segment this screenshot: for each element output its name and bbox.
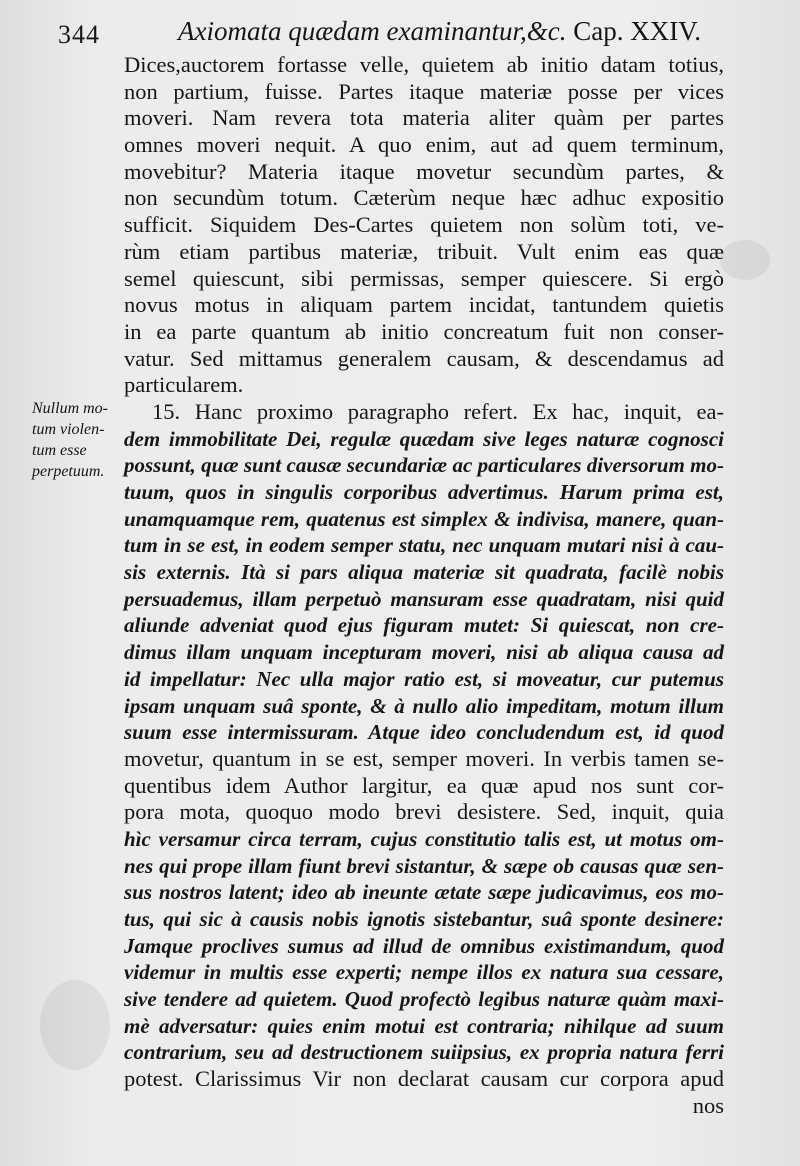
- text-line: videmur in multis esse experti; nempe illos ex natura sua cessare,: [124, 960, 724, 985]
- text-line: sus nostros latent; ideo ab ineunte ætate sæpe judicavimus, eos mo-: [124, 880, 724, 905]
- text-line: dem immobilitate Dei, regulæ quædam sive leges naturæ cognosci: [124, 426, 724, 451]
- text-line: tus, qui sic à causis nobis ignotis sistebantur, suâ sponte desinere:: [124, 907, 724, 931]
- text-line: 15. Hanc proximo paragrapho refert. Ex hac, inquit, ea-: [152, 398, 724, 424]
- text-line: movetur, quantum in se est, semper moveri. In verbis tamen se-: [124, 745, 724, 771]
- running-title: [178, 16, 701, 47]
- text-line: particularem.: [124, 372, 244, 398]
- text-line: id impellatur: Nec ulla major ratio est, si moveatur, cur putemus: [124, 666, 724, 691]
- margin-note-line: perpetuum.: [32, 463, 105, 480]
- text-line: non partium, fuisse. Partes itaque materiæ posse per vices: [124, 78, 724, 104]
- text-line: novus motus in aliquam partem incidat, tantundem quietis: [124, 292, 724, 318]
- text-line: contrarium, seu ad destructionem suiipsius, ex propria natura ferri: [124, 1040, 724, 1065]
- text-line: unamquamque rem, quatenus est simplex & indivisa, manere, quan-: [124, 506, 724, 531]
- text-line: tum in se est, in eodem semper statu, nec unquam mutari nisi à cau-: [124, 533, 724, 558]
- running-title-text: Axiomata quædam examinantur,&c.: [178, 16, 567, 46]
- text-line: Dices,auctorem fortasse velle, quietem ab initio datam totius,: [124, 52, 724, 77]
- chapter-label: Cap. XXIV.: [573, 16, 701, 46]
- page-number: 344: [58, 20, 100, 49]
- text-line: rùm etiam partibus materiæ, tribuit. Vult enim eas quæ: [124, 238, 724, 264]
- text-line: hìc versamur circa terram, cujus constitutio talis est, ut motus om-: [124, 826, 724, 851]
- text-line: possunt, quæ sunt causæ secundariæ ac particulares diversorum mo-: [124, 453, 724, 478]
- text-line: sufficit. Siquidem Des-Cartes quietem non solùm toti, ve-: [124, 212, 724, 238]
- body-text: [124, 52, 724, 1120]
- text-line: omnes moveri nequit. A quo enim, aut ad quem terminum,: [124, 132, 724, 158]
- catchword: nos: [692, 1092, 724, 1118]
- ink-bleed: [720, 240, 770, 280]
- text-line: semel quiescunt, sibi permissas, semper quiescere. Si ergò: [124, 265, 724, 291]
- text-line: tuum, quos in singulis corporibus advertimus. Harum prima est,: [124, 480, 724, 504]
- text-line: ipsam unquam suâ sponte, & à nullo alio impeditam, motum illum: [124, 693, 724, 718]
- text-line: mè adversatur: quies enim motui est contraria; nihilque ad suum: [124, 1013, 724, 1038]
- text-line: sis externis. Ità si pars aliqua materiæ sit quadrata, facilè nobis: [124, 560, 724, 585]
- text-line: in ea parte quantum ab initio concreatum fuit non conser-: [124, 318, 724, 344]
- text-line: suum esse intermissuram. Atque ideo concludendum est, id quod: [124, 720, 724, 745]
- margin-note-line: Nullum mo-: [32, 400, 108, 417]
- text-line: persuademus, illam perpetuò mansuram esse quadratam, nisi quid: [124, 586, 724, 611]
- text-line: movebitur? Materia itaque movetur secundùm partes, &: [124, 158, 724, 184]
- text-line: vatur. Sed mittamus generalem causam, & descendamus ad: [124, 345, 724, 371]
- text-line: moveri. Nam revera tota materia aliter quàm per partes: [124, 105, 724, 131]
- text-line: non secundùm totum. Cæterùm neque hæc adhuc expositio: [124, 185, 724, 211]
- text-line: quentibus idem Author largitur, ea quæ apud nos sunt cor-: [124, 772, 724, 798]
- text-line: pora mota, quoquo modo brevi desistere. Sed, inquit, quia: [124, 799, 724, 825]
- margin-note-line: tum esse: [32, 442, 87, 459]
- text-line: dimus illam unquam incepturam moveri, nisi ab aliqua causa ad: [124, 640, 724, 665]
- text-line: nes qui prope illam fiunt brevi sistantur, & sæpe ob causas quæ sen-: [124, 853, 724, 878]
- running-header: [0, 6, 800, 50]
- ink-bleed: [40, 980, 110, 1070]
- text-line: Jamque proclives sumus ad illud de omnibus existimandum, quod: [124, 933, 724, 958]
- margin-note: [32, 398, 122, 482]
- text-line: aliunde adveniat quod ejus figuram mutet: Si quiescat, non cre-: [124, 613, 724, 638]
- margin-note-line: tum violen-: [32, 421, 105, 438]
- text-line: sive tendere ad quietem. Quod profectò legibus naturæ quàm maxi-: [124, 987, 724, 1012]
- text-line: potest. Clarissimus Vir non declarat causam cur corpora apud: [124, 1066, 724, 1092]
